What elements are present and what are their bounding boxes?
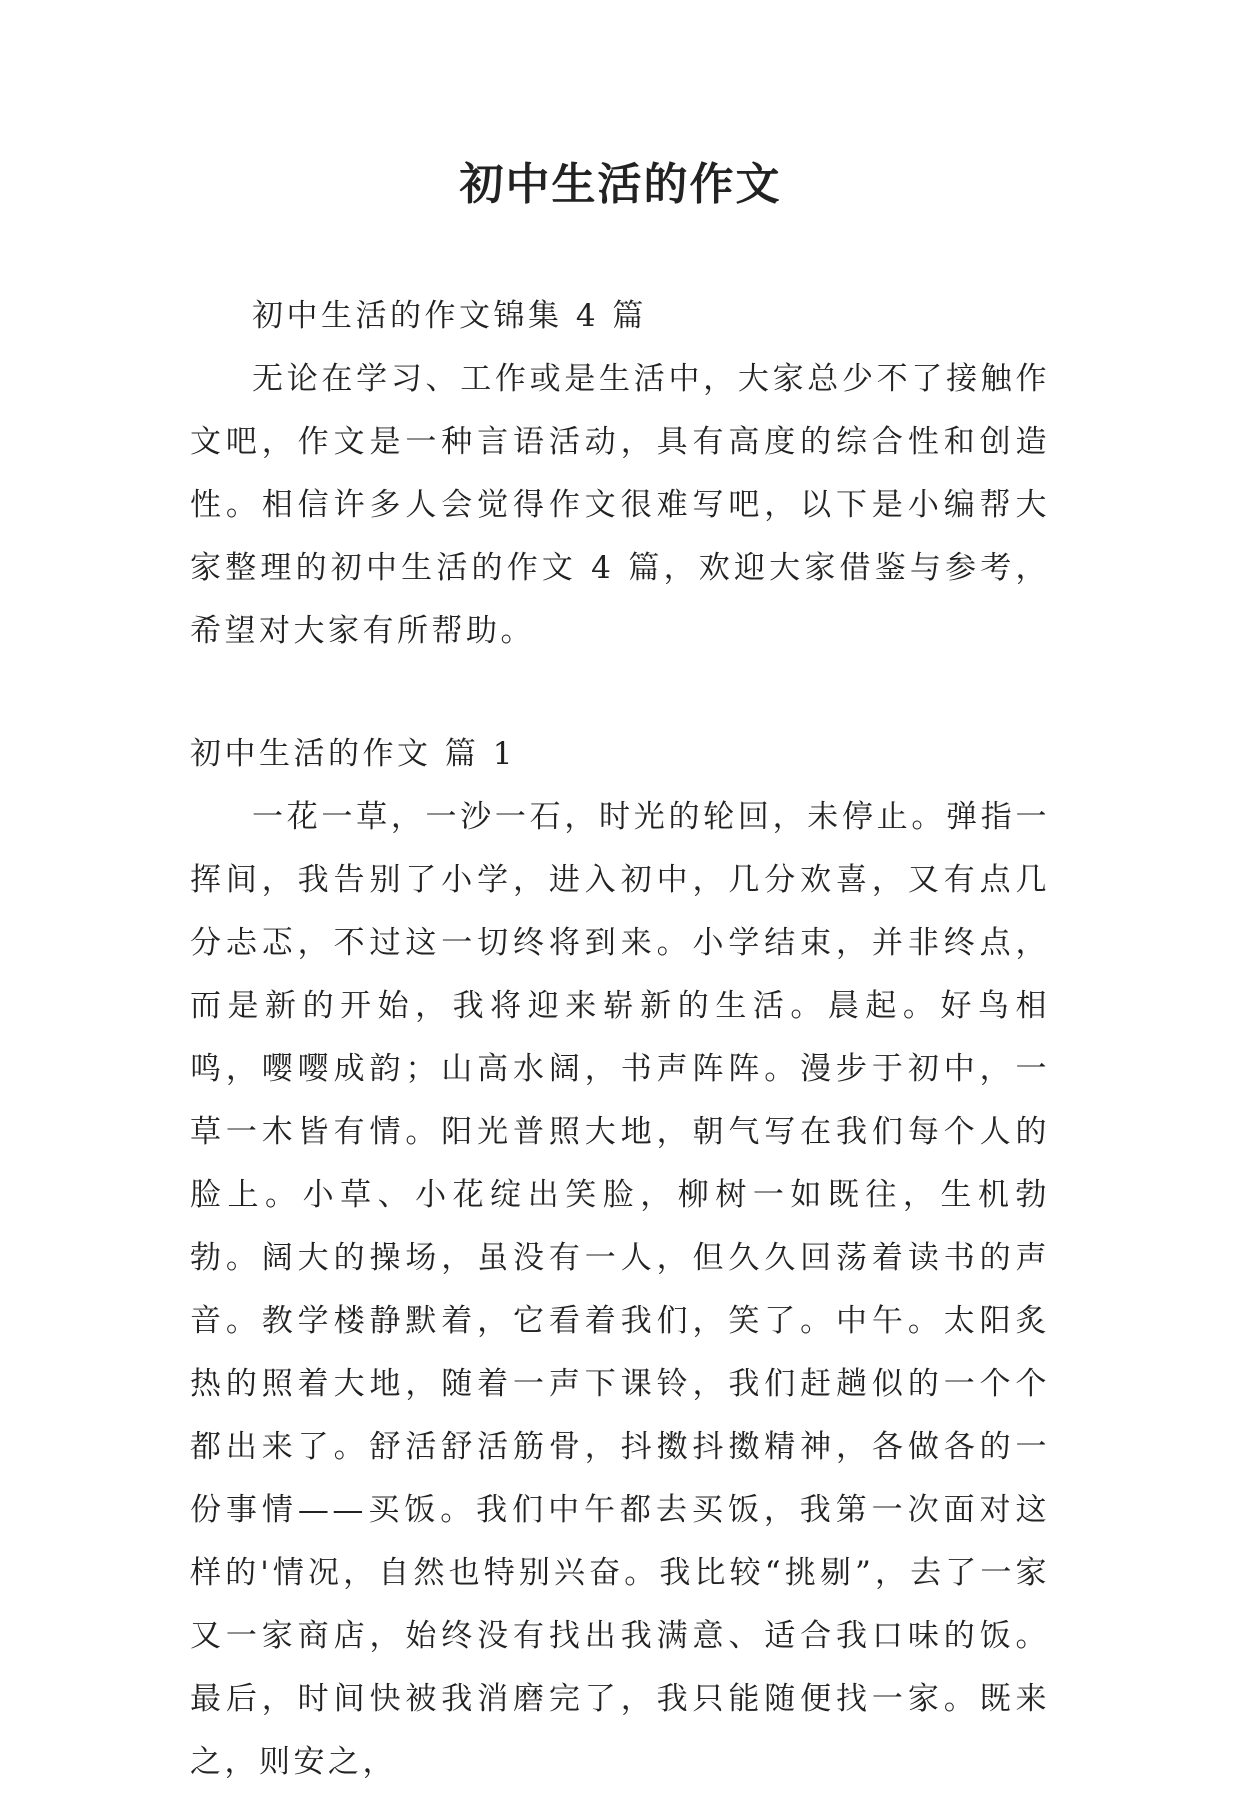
collection-heading: 初中生活的作文锦集 4 篇 [252, 298, 647, 334]
section-heading: 初中生活的作文 篇 1 [190, 736, 516, 772]
intro-paragraph: 无论在学习、工作或是生活中，大家总少不了接触作文吧，作文是一种言语活动，具有高度的综合性和创造性。相信许多人会觉得作文很难写吧，以下是小编帮大家整理的初中生活的作文 4 篇，欢迎大家借鉴与参考，希望对大家有所帮助。 [190, 361, 1050, 649]
section-body-paragraph: 一花一草，一沙一石，时光的轮回，未停止。弹指一挥间，我告别了小学，进入初中，几分欢喜，又有点几分忐忑，不过这一切终将到来。小学结束，并非终点，而是新的开始，我将迎来崭新的生活。晨起。好鸟相鸣，嘤嘤成韵；山高水阔，书声阵阵。漫步于初中，一草一木皆有情。阳光普照大地，朝气写在我们每个人的脸上。小草、小花绽出笑脸，柳树一如既往，生机勃勃。阔大的操场，虽没有一人，但久久回荡着读书的声音。教学楼静默着，它看着我们，笑了。中午。太阳炙热的照着大地，随着一声下课铃，我们赶趟似的一个个都出来了。舒活舒活筋骨，抖擞抖擞精神，各做各的一份事情——买饭。我们中午都去买饭，我第一次面对这样的'情况，自然也特别兴奋。我比较“挑剔”，去了一家又一家商店，始终没有找出我满意、适合我口味的饭。最后，时间快被我消磨完了，我只能随便找一家。既来之，则安之， [190, 799, 1050, 1780]
document-title: 初中生活的作文 [459, 159, 782, 210]
document-body [190, 285, 1050, 1794]
